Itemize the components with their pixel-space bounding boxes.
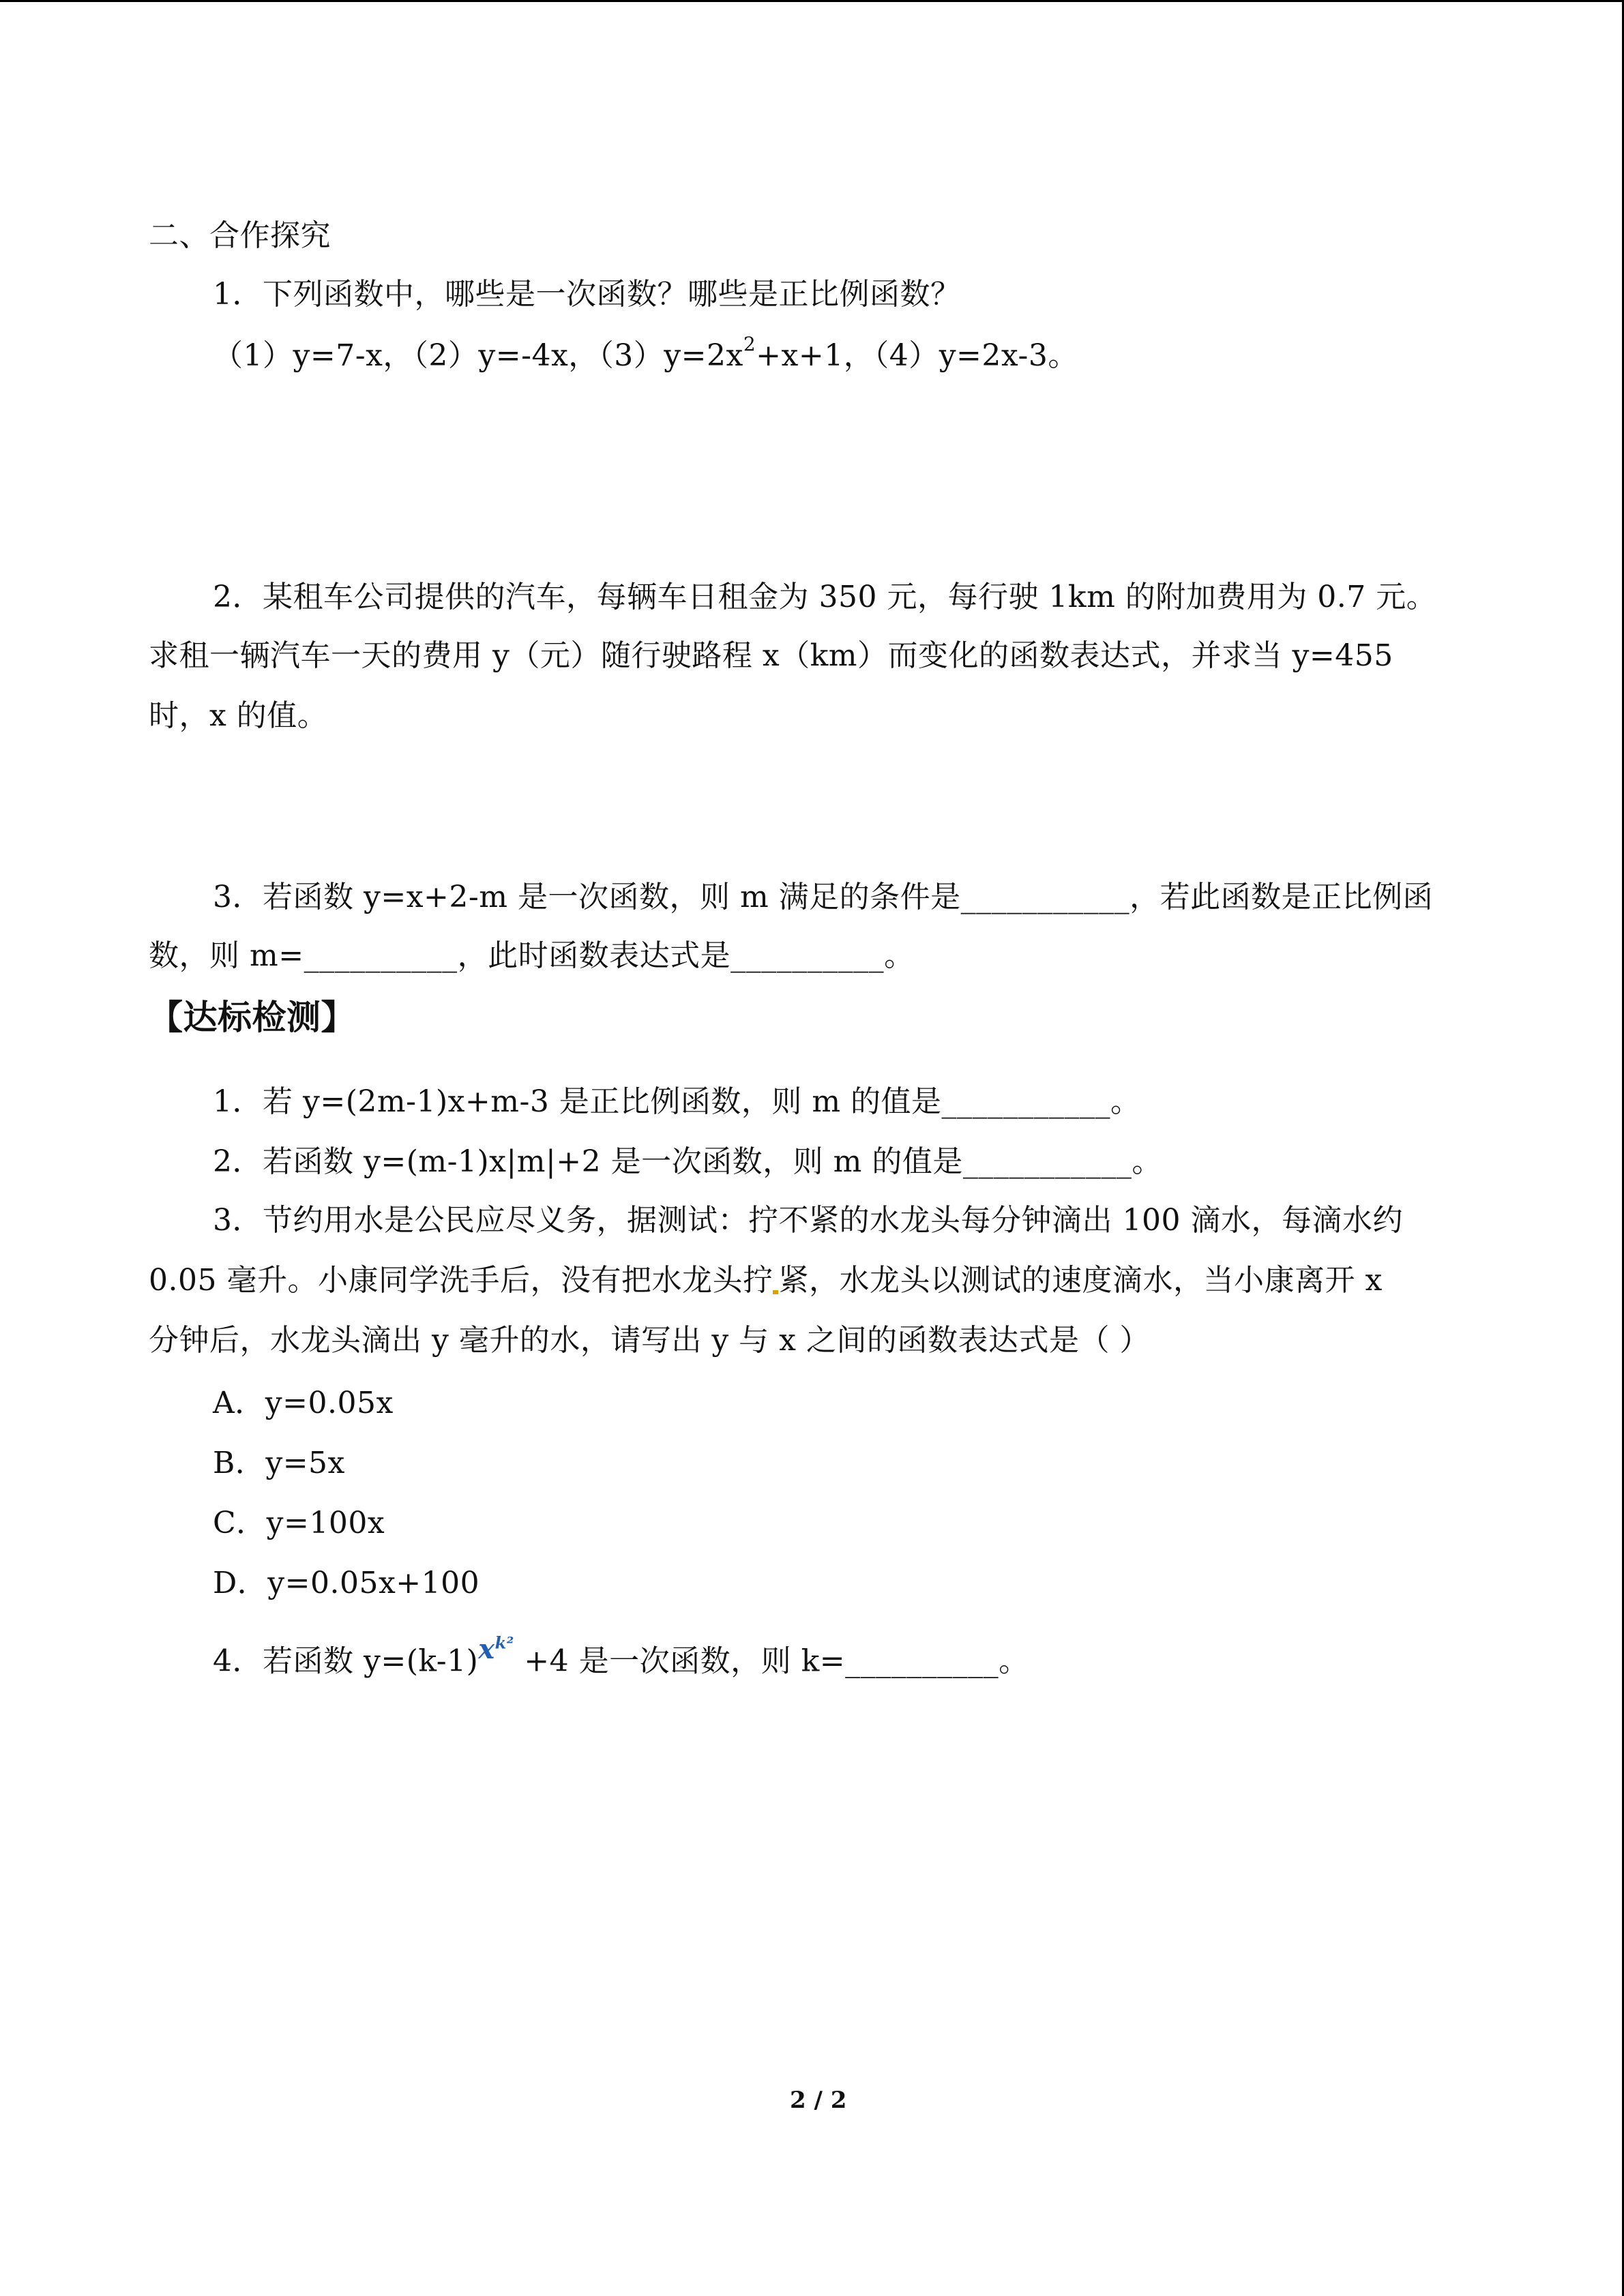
question-3-line-1: 3．若函数 y=x+2-m 是一次函数，则 m 满足的条件是___________，若此函数是正比例函 [213,880,1434,914]
option-b: B．y=5x [213,1446,345,1480]
option-d: D．y=0.05x+100 [213,1566,480,1600]
question-2-line-1: 2．某租车公司提供的汽车，每辆车日租金为 350 元，每行驶 1km 的附加费用为 0.7 元。 [213,580,1437,614]
question-1-exponent: 2 [743,333,756,356]
check-question-1: 1．若 y=(2m-1)x+m-3 是正比例函数，则 m 的值是___________。 [213,1084,1141,1119]
option-c: C．y=100x [213,1506,385,1540]
check-question-2: 2．若函数 y=(m-1)x|m|+2 是一次函数，则 m 的值是___________。 [213,1144,1162,1179]
check-question-3-line-2-part-a: 0.05 毫升。小康同学洗手后，没有把水龙头拧 [149,1263,773,1298]
check-question-4 [213,1635,1029,1682]
formula-base: x [478,1633,495,1666]
check-question-3-line-1: 3．节约用水是公民应尽义务，据测试：拧不紧的水龙头每分钟滴出 100 滴水，每滴水约 [213,1203,1403,1238]
check-question-4-suffix: +4 是一次函数，则 k=__________。 [514,1643,1029,1679]
question-3-line-2: 数，则 m=__________，此时函数表达式是__________。 [149,938,915,973]
page-number: 2 / 2 [790,2087,847,2114]
check-question-4-prefix: 4．若函数 y=(k-1) [213,1643,479,1679]
section-title: 二、合作探究 [149,218,331,253]
question-2-line-2: 求租一辆汽车一天的费用 y（元）随行驶路程 x（km）而变化的函数表达式，并求当 y=455 [149,638,1393,673]
formula-exponent: k² [494,1633,514,1653]
check-section-title: 【达标检测】 [149,998,355,1037]
check-question-3-line-2-part-b: 紧，水龙头以测试的速度滴水，当小康离开 x [778,1263,1383,1298]
question-1-text: 1．下列函数中，哪些是一次函数？哪些是正比例函数？ [213,277,961,312]
check-question-3-line-3: 分钟后，水龙头滴出 y 毫升的水，请写出 y 与 x 之间的函数表达式是（ ） [149,1323,1150,1358]
page-border-top [0,0,1624,2]
question-2-line-3: 时，x 的值。 [149,698,328,733]
check-question-3-line-2 [149,1260,1383,1301]
question-1-options [213,333,1078,376]
option-a: A．y=0.05x [213,1386,394,1420]
question-1-options-part-a: （1）y=7-x，（2）y=-4x，（3）y=2x [213,338,743,373]
exponent-formula-image [478,1633,514,1665]
question-1-options-part-b: +x+1，（4）y=2x-3。 [756,338,1078,373]
